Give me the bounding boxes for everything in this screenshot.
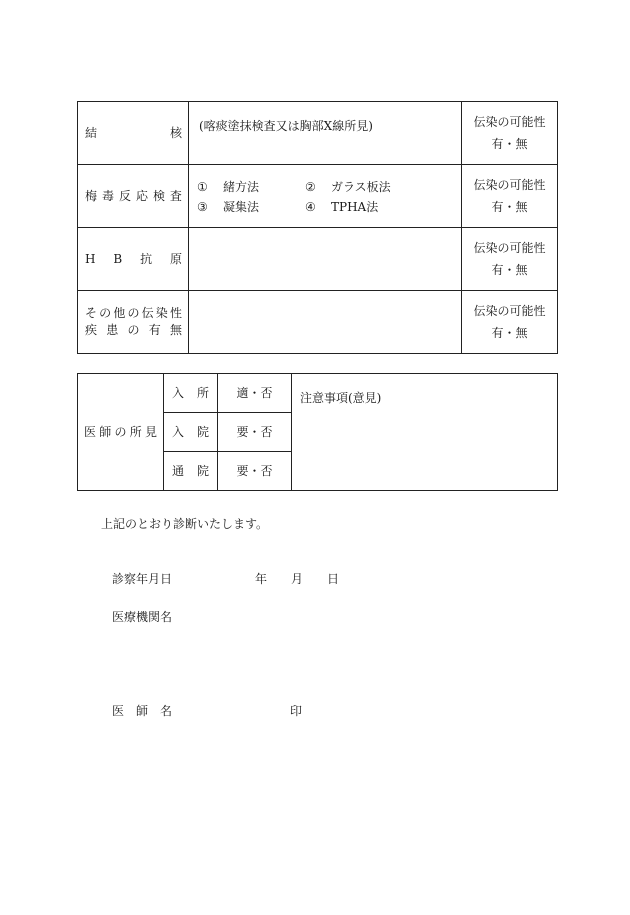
admission-facility-value-cell[interactable] (218, 374, 292, 413)
table-row (78, 228, 558, 291)
admission-facility-label-cell (164, 374, 218, 413)
outpatient-choice: 要・否 (236, 464, 273, 478)
hospitalization-choice: 要・否 (236, 425, 273, 439)
label-char: 他 (113, 306, 126, 320)
possibility-options[interactable]: 有・無 (491, 200, 528, 214)
tuberculosis-note: (喀痰塗抹検査又は胸部X線所見) (199, 119, 373, 133)
other-disease-possibility-cell (462, 291, 558, 354)
tuberculosis-label-char: 核 (169, 126, 182, 140)
possibility-label: 伝染の可能性 (473, 115, 546, 129)
label-char: の (127, 306, 140, 320)
label-char: の (127, 323, 140, 337)
method-name: 凝集法 (223, 200, 260, 214)
label-char: 所 (196, 386, 209, 400)
notes-opinion-label: 注意事項(意見) (300, 391, 382, 405)
hospitalization-label-cell (164, 413, 218, 452)
notes-opinion-cell[interactable] (292, 374, 558, 491)
other-disease-label-line1 (85, 305, 182, 322)
outpatient-value-cell[interactable] (218, 452, 292, 491)
syphilis-label-cell (78, 165, 189, 228)
method-name: 緒方法 (223, 180, 260, 194)
day-label[interactable]: 日 (327, 572, 340, 586)
table-row (78, 291, 558, 354)
label-char: 院 (196, 425, 209, 439)
label-char: 無 (169, 323, 182, 337)
label-char: 医 (84, 425, 97, 439)
outpatient-label-cell (164, 452, 218, 491)
syphilis-label-char: 査 (169, 189, 182, 203)
method-item[interactable] (197, 181, 305, 193)
label-char: 所 (129, 425, 142, 439)
other-disease-label-line2 (85, 322, 182, 339)
label-char: 医 (112, 704, 125, 718)
other-disease-label-cell (78, 291, 189, 354)
method-name: TPHA法 (331, 200, 379, 214)
month-label[interactable]: 月 (291, 572, 304, 586)
label-char: 見 (144, 425, 157, 439)
table-row (78, 374, 558, 413)
method-item[interactable] (305, 201, 425, 213)
syphilis-methods-cell (189, 165, 462, 228)
possibility-label: 伝染の可能性 (473, 178, 546, 192)
method-number: ② (305, 180, 316, 194)
syphilis-label-char: 反 (118, 189, 131, 203)
other-disease-result-cell[interactable] (189, 291, 462, 354)
doctor-opinion-label-cell (78, 374, 164, 491)
label-char: 患 (106, 323, 119, 337)
hb-antigen-possibility-cell (462, 228, 558, 291)
hb-antigen-label-cell (78, 228, 189, 291)
possibility-options[interactable]: 有・無 (491, 263, 528, 277)
label-char: 性 (169, 306, 182, 320)
label-char: 師 (135, 704, 148, 718)
label-char: の (114, 425, 127, 439)
method-name: ガラス板法 (331, 180, 391, 194)
possibility-label: 伝染の可能性 (473, 304, 546, 318)
method-item[interactable] (197, 201, 305, 213)
hb-antigen-label-char: 原 (169, 252, 182, 266)
label-char: 通 (172, 464, 185, 478)
method-item[interactable] (305, 181, 425, 193)
syphilis-label-char: 検 (152, 189, 165, 203)
exam-results-table (77, 101, 558, 354)
diagnosis-statement: 上記のとおり診断いたします。 (101, 517, 269, 531)
syphilis-label-char: 毒 (101, 189, 114, 203)
hb-antigen-label-char: B (113, 252, 123, 266)
hospitalization-value-cell[interactable] (218, 413, 292, 452)
table-row (78, 102, 558, 165)
doctor-name-label[interactable] (112, 702, 172, 719)
tuberculosis-findings-cell[interactable] (189, 102, 462, 165)
label-char: 伝 (141, 306, 154, 320)
hb-antigen-label-char: H (85, 252, 96, 266)
syphilis-label-char: 梅 (85, 189, 98, 203)
hb-antigen-label-char: 抗 (140, 252, 153, 266)
label-char: 入 (172, 425, 185, 439)
method-number: ③ (197, 200, 208, 214)
medical-institution-label[interactable]: 医療機関名 (112, 610, 173, 624)
tuberculosis-label-char: 結 (85, 126, 98, 140)
syphilis-possibility-cell (462, 165, 558, 228)
possibility-label: 伝染の可能性 (473, 241, 546, 255)
admission-facility-choice: 適・否 (236, 386, 273, 400)
hb-antigen-result-cell[interactable] (189, 228, 462, 291)
tuberculosis-possibility-cell (462, 102, 558, 165)
label-char: 染 (155, 306, 168, 320)
possibility-options[interactable]: 有・無 (491, 326, 528, 340)
table-row (78, 165, 558, 228)
label-char: 師 (99, 425, 112, 439)
label-char: 疾 (85, 323, 98, 337)
exam-date-label: 診察年月日 (112, 572, 173, 586)
method-number: ① (197, 180, 208, 194)
syphilis-label-char: 応 (135, 189, 148, 203)
label-char: 有 (148, 323, 161, 337)
label-char: の (99, 306, 112, 320)
label-char: そ (85, 306, 98, 320)
doctor-opinion-table (77, 373, 558, 491)
label-char: 入 (172, 386, 185, 400)
method-number: ④ (305, 200, 316, 214)
tuberculosis-label-cell (78, 102, 189, 165)
label-char: 名 (159, 704, 172, 718)
label-char: 院 (196, 464, 209, 478)
possibility-options[interactable]: 有・無 (491, 137, 528, 151)
seal-mark: 印 (290, 704, 303, 718)
year-label[interactable]: 年 (255, 572, 268, 586)
